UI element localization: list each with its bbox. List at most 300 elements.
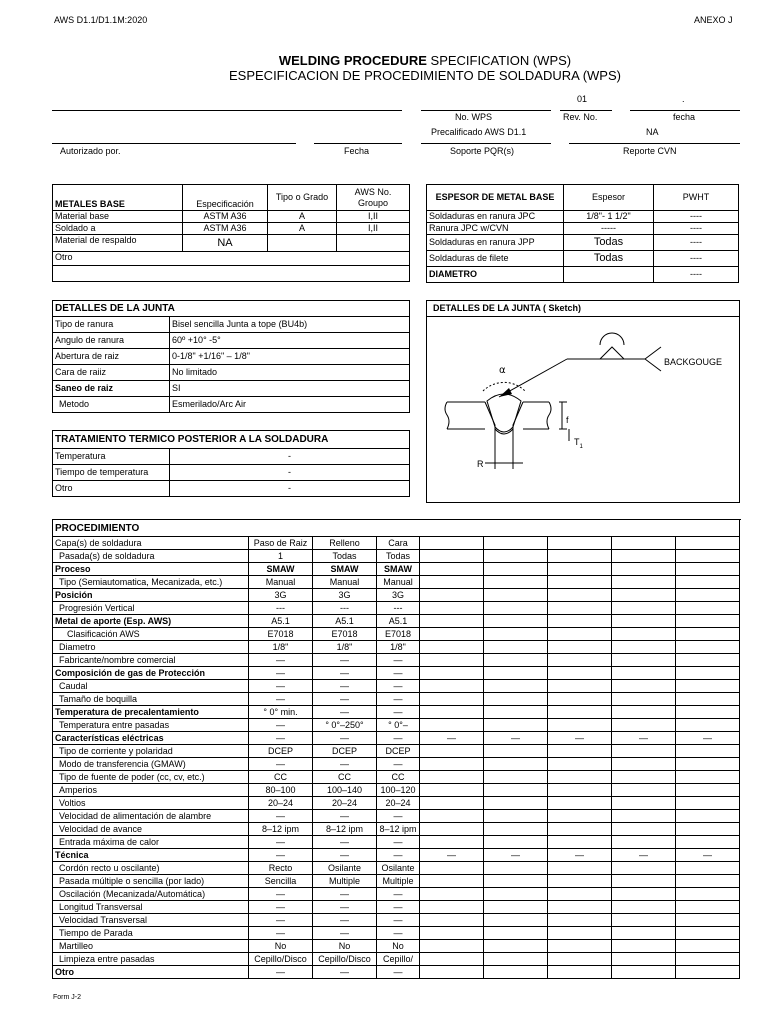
procedure-row: [53, 927, 740, 940]
procedure-row-label: Cordón recto u oscilante): [53, 862, 249, 875]
joint-sketch-box: [426, 300, 740, 503]
procedure-cell: —: [313, 654, 377, 667]
procedure-cell: —: [612, 849, 676, 862]
procedure-cell: 20–24: [313, 797, 377, 810]
procedure-cell: [420, 823, 484, 836]
procedure-row-label: Limpieza entre pasadas: [53, 953, 249, 966]
procedure-row: [53, 771, 740, 784]
procedure-cell: —: [313, 849, 377, 862]
procedure-cell: [612, 966, 676, 979]
procedure-row-label: Modo de transferencia (GMAW): [53, 758, 249, 771]
procedure-cell: —: [249, 836, 313, 849]
form-number: Form J-2: [53, 994, 81, 1001]
procedure-row-label: Temperatura entre pasadas: [53, 719, 249, 732]
procedure-row: [53, 940, 740, 953]
procedure-cell: [548, 680, 612, 693]
joint-row-label: Saneo de raiz: [53, 381, 170, 397]
autorizado-line: [52, 143, 296, 144]
procedure-cell: [548, 810, 612, 823]
procedure-cell: [612, 888, 676, 901]
procedure-cell: —: [377, 849, 420, 862]
procedure-cell: [548, 550, 612, 563]
procedure-cell: —: [313, 667, 377, 680]
procedure-cell: [676, 823, 740, 836]
procedure-cell: Todas: [377, 550, 420, 563]
procedure-cell: —: [313, 901, 377, 914]
procedure-cell: —: [249, 914, 313, 927]
procedure-cell: [548, 771, 612, 784]
fecha2-line: [314, 143, 402, 144]
procedure-cell: [612, 719, 676, 732]
procedure-cell: [548, 758, 612, 771]
procedure-row-label: Proceso: [53, 563, 249, 576]
procedure-cell: —: [313, 732, 377, 745]
procedure-cell: [420, 953, 484, 966]
thickness-row-label: Ranura JPC w/CVN: [427, 223, 564, 235]
procedure-cell: [484, 784, 548, 797]
procedure-row-label: Capa(s) de soldadura: [53, 537, 249, 550]
soporte-label: Soporte PQR(s): [450, 146, 515, 156]
procedure-cell: E7018: [377, 628, 420, 641]
procedure-row: [53, 888, 740, 901]
procedure-cell: —: [313, 927, 377, 940]
procedure-cell: —: [377, 901, 420, 914]
backing-spec: NA: [183, 235, 268, 252]
diametro-value: [564, 267, 654, 283]
standard-code: AWS D1.1/D1.1M:2020: [54, 15, 148, 25]
procedure-cell: [676, 628, 740, 641]
procedure-cell: —: [377, 836, 420, 849]
procedure-cell: [676, 589, 740, 602]
angle-arc: [483, 382, 525, 391]
procedure-cell: CC: [313, 771, 377, 784]
thickness-header: ESPESOR DE METAL BASE: [427, 185, 564, 211]
thickness-row-value: 1/8"- 1 1/2": [564, 211, 654, 223]
procedure-cell: —: [377, 706, 420, 719]
procedure-cell: SMAW: [377, 563, 420, 576]
procedure-row: [53, 576, 740, 589]
procedure-cell: [548, 667, 612, 680]
procedure-row: [53, 706, 740, 719]
procedure-cell: [484, 537, 548, 550]
procedure-row-label: Tiempo de Parada: [53, 927, 249, 940]
procedure-cell: [548, 823, 612, 836]
r-label: R: [477, 459, 484, 469]
procedure-cell: Cara: [377, 537, 420, 550]
procedure-cell: —: [249, 966, 313, 979]
procedure-cell: [420, 576, 484, 589]
procedure-cell: [548, 641, 612, 654]
base-metals-table: [52, 184, 410, 282]
procedure-row: [53, 667, 740, 680]
blank-line: [52, 110, 402, 111]
procedure-row-label: Fabricante/nombre comercial: [53, 654, 249, 667]
procedure-row: [53, 875, 740, 888]
reporte-label: Reporte CVN: [623, 146, 677, 156]
procedure-cell: —: [313, 758, 377, 771]
procedure-row-label: Oscilación (Mecanizada/Automática): [53, 888, 249, 901]
procedure-cell: [484, 940, 548, 953]
procedure-cell: —: [420, 732, 484, 745]
procedure-row: [53, 732, 740, 745]
procedure-cell: [484, 875, 548, 888]
joint-details-title: DETALLES DE LA JUNTA: [53, 301, 410, 317]
procedure-cell: [484, 589, 548, 602]
procedure-cell: Todas: [313, 550, 377, 563]
procedure-cell: 1/8": [313, 641, 377, 654]
procedure-cell: —: [249, 758, 313, 771]
pwht-row-label: Tiempo de temperatura: [53, 465, 170, 481]
procedure-cell: 3G: [313, 589, 377, 602]
procedure-cell: [548, 966, 612, 979]
procedure-cell: [676, 615, 740, 628]
procedure-cell: —: [676, 732, 740, 745]
procedure-cell: 20–24: [249, 797, 313, 810]
procedure-cell: [676, 693, 740, 706]
procedure-cell: [612, 745, 676, 758]
procedure-row: [53, 758, 740, 771]
procedure-cell: —: [377, 667, 420, 680]
soporte-line: [421, 143, 551, 144]
procedure-cell: [420, 901, 484, 914]
procedure-cell: [676, 927, 740, 940]
procedure-cell: —: [377, 966, 420, 979]
joint-row-label: Tipo de ranura: [53, 317, 170, 333]
procedure-cell: [548, 615, 612, 628]
procedure-row-label: Amperios: [53, 784, 249, 797]
procedure-cell: [612, 693, 676, 706]
fecha2-label: Fecha: [344, 146, 370, 156]
procedure-row-label: Clasificación AWS: [53, 628, 249, 641]
procedure-cell: ° 0°–250°: [313, 719, 377, 732]
thickness-row-label: Soldaduras en ranura JPC: [427, 211, 564, 223]
procedure-cell: [548, 654, 612, 667]
backgouge-label: BACKGOUGE: [664, 357, 723, 367]
procedure-cell: [548, 797, 612, 810]
thickness-row-value: Todas: [564, 251, 654, 267]
procedure-cell: [612, 550, 676, 563]
procedure-row-label: Martilleo: [53, 940, 249, 953]
procedure-row-label: Temperatura de precalentamiento: [53, 706, 249, 719]
procedure-row: [53, 953, 740, 966]
procedure-cell: [612, 654, 676, 667]
procedure-row: [53, 849, 740, 862]
welded-to-group: I,II: [337, 223, 410, 235]
procedure-row-label: Otro: [53, 966, 249, 979]
procedure-cell: [420, 888, 484, 901]
procedure-cell: [420, 719, 484, 732]
procedure-cell: [548, 862, 612, 875]
procedure-cell: [484, 836, 548, 849]
procedure-row: [53, 654, 740, 667]
procedure-cell: [548, 914, 612, 927]
procedure-cell: —: [249, 810, 313, 823]
procedure-cell: [548, 953, 612, 966]
procedure-cell: 8–12 ipm: [377, 823, 420, 836]
procedure-cell: [676, 550, 740, 563]
procedure-cell: [676, 966, 740, 979]
base-material-spec: ASTM A36: [183, 211, 268, 223]
procedure-cell: [484, 719, 548, 732]
procedure-cell: —: [249, 927, 313, 940]
procedure-cell: —: [249, 719, 313, 732]
procedure-cell: [676, 771, 740, 784]
procedure-cell: —: [313, 680, 377, 693]
procedure-cell: [484, 628, 548, 641]
thickness-table: [426, 184, 739, 283]
backing-group: [337, 235, 410, 252]
procedure-cell: 1/8": [249, 641, 313, 654]
joint-sketch-drawing: [427, 317, 739, 502]
procedure-cell: [420, 862, 484, 875]
procedure-cell: [484, 615, 548, 628]
thickness-row-label: Soldaduras de filete: [427, 251, 564, 267]
joint-details-table: [52, 300, 410, 413]
arrow-head: [499, 388, 512, 397]
procedure-cell: [484, 550, 548, 563]
procedure-row: [53, 550, 740, 563]
procedure-cell: [612, 758, 676, 771]
pwht-header: PWHT: [654, 185, 739, 211]
welded-to-spec: ASTM A36: [183, 223, 268, 235]
procedure-cell: SMAW: [313, 563, 377, 576]
weld-bead: [487, 394, 521, 432]
thickness-row-pwht: ----: [654, 223, 739, 235]
procedure-cell: [548, 706, 612, 719]
procedure-cell: [484, 901, 548, 914]
procedure-cell: [420, 810, 484, 823]
procedure-cell: 8–12 ipm: [249, 823, 313, 836]
fecha-line: [630, 110, 740, 111]
group-header: AWS No. Groupo: [337, 185, 410, 211]
base-metals-header: METALES BASE: [53, 185, 183, 211]
procedure-cell: [484, 862, 548, 875]
procedure-cell: [548, 901, 612, 914]
procedure-cell: Cepillo/: [377, 953, 420, 966]
procedure-cell: [420, 628, 484, 641]
procedure-cell: [676, 602, 740, 615]
procedure-cell: —: [377, 732, 420, 745]
procedure-row-label: Tipo de fuente de poder (cc, cv, etc.): [53, 771, 249, 784]
procedure-row: [53, 784, 740, 797]
procedure-cell: [548, 563, 612, 576]
sketch-title: DETALLES DE LA JUNTA ( Sketch): [427, 301, 739, 317]
procedure-cell: Cepillo/Disco: [313, 953, 377, 966]
procedure-cell: —: [313, 914, 377, 927]
procedure-cell: Relleno: [313, 537, 377, 550]
procedure-cell: [676, 745, 740, 758]
procedure-cell: [612, 784, 676, 797]
procedure-cell: [612, 706, 676, 719]
procedure-cell: [484, 797, 548, 810]
procedure-cell: [420, 914, 484, 927]
procedure-cell: [484, 602, 548, 615]
procedure-cell: No: [377, 940, 420, 953]
pwht-title: TRATAMIENTO TERMICO POSTERIOR A LA SOLDADURA: [53, 431, 410, 449]
procedure-cell: [676, 784, 740, 797]
procedure-cell: [548, 693, 612, 706]
precalificado-label: Precalificado AWS D1.1: [431, 127, 527, 137]
procedure-cell: A5.1: [377, 615, 420, 628]
procedure-cell: [420, 563, 484, 576]
procedure-row-label: Pasada(s) de soldadura: [53, 550, 249, 563]
procedure-cell: —: [249, 693, 313, 706]
procedure-cell: [676, 719, 740, 732]
procedure-row: [53, 797, 740, 810]
diametro-label: DIAMETRO: [427, 267, 564, 283]
backing-label: Material de respaldo: [53, 235, 183, 252]
procedure-row: [53, 641, 740, 654]
procedure-cell: [484, 927, 548, 940]
procedure-cell: [612, 823, 676, 836]
procedure-row-label: Caudal: [53, 680, 249, 693]
procedure-cell: [420, 641, 484, 654]
procedure-cell: [548, 888, 612, 901]
procedure-cell: Multiple: [313, 875, 377, 888]
base-material-group: I,II: [337, 211, 410, 223]
procedure-cell: —: [249, 901, 313, 914]
procedure-row-label: Voltios: [53, 797, 249, 810]
procedure-row-label: Técnica: [53, 849, 249, 862]
procedure-row: [53, 602, 740, 615]
procedure-cell: [676, 862, 740, 875]
backing-grade: [268, 235, 337, 252]
wps-no-line: [421, 110, 551, 111]
procedure-cell: [548, 875, 612, 888]
pwht-row-label: Otro: [53, 481, 170, 497]
f-label: f: [566, 415, 569, 425]
rev-no-line: [560, 110, 612, 111]
procedure-cell: DCEP: [249, 745, 313, 758]
pwht-row-value: -: [170, 465, 410, 481]
procedure-cell: —: [612, 732, 676, 745]
reporte-line: [569, 143, 740, 144]
joint-row-label: Abertura de raiz: [53, 349, 170, 365]
procedure-cell: [548, 784, 612, 797]
procedure-row-label: Longitud Transversal: [53, 901, 249, 914]
procedure-cell: [548, 745, 612, 758]
procedure-row: [53, 719, 740, 732]
procedure-row: [53, 914, 740, 927]
procedure-cell: [484, 771, 548, 784]
wps-number: 01: [577, 94, 588, 104]
procedure-cell: E7018: [313, 628, 377, 641]
procedure-cell: 1: [249, 550, 313, 563]
procedure-row-label: Diametro: [53, 641, 249, 654]
procedure-cell: ---: [377, 602, 420, 615]
procedure-cell: —: [484, 732, 548, 745]
procedure-cell: [484, 680, 548, 693]
procedure-row: [53, 615, 740, 628]
procedure-rows: [53, 537, 740, 979]
procedure-cell: 100–140: [313, 784, 377, 797]
procedure-cell: [420, 654, 484, 667]
procedure-cell: SMAW: [249, 563, 313, 576]
procedure-cell: [548, 927, 612, 940]
procedure-cell: 3G: [249, 589, 313, 602]
procedure-cell: No: [249, 940, 313, 953]
procedure-cell: [548, 576, 612, 589]
plate-edges: [447, 402, 549, 429]
procedure-cell: [612, 589, 676, 602]
base-material-label: Material base: [53, 211, 183, 223]
procedure-cell: [484, 966, 548, 979]
procedure-cell: [484, 914, 548, 927]
procedure-row-label: Metal de aporte (Esp. AWS): [53, 615, 249, 628]
procedure-cell: [676, 810, 740, 823]
procedure-cell: [612, 940, 676, 953]
procedure-cell: [484, 823, 548, 836]
joint-row-label: Angulo de ranura: [53, 333, 170, 349]
procedure-cell: [484, 576, 548, 589]
pwht-row-value: -: [170, 481, 410, 497]
procedure-cell: [420, 966, 484, 979]
procedure-cell: [484, 641, 548, 654]
procedure-cell: ° 0° min.: [249, 706, 313, 719]
joint-row-value: 0-1/8" +1/16" – 1/8": [170, 349, 410, 365]
procedure-cell: [548, 836, 612, 849]
procedure-cell: [420, 537, 484, 550]
procedure-cell: [420, 927, 484, 940]
thickness-row-value: -----: [564, 223, 654, 235]
procedure-cell: 8–12 ipm: [313, 823, 377, 836]
procedure-row: [53, 563, 740, 576]
procedure-cell: [676, 706, 740, 719]
procedure-cell: [612, 927, 676, 940]
procedure-cell: [484, 693, 548, 706]
procedure-cell: [420, 758, 484, 771]
procedure-cell: A5.1: [313, 615, 377, 628]
bevel-symbol: [600, 347, 624, 359]
joint-row-value: Bisel sencilla Junta a tope (BU4b): [170, 317, 410, 333]
procedure-row-label: Composición de gas de Protección: [53, 667, 249, 680]
procedure-cell: [612, 771, 676, 784]
procedure-cell: —: [249, 732, 313, 745]
procedure-cell: —: [377, 888, 420, 901]
procedure-row: [53, 901, 740, 914]
joint-row-value: SI: [170, 381, 410, 397]
autorizado-label: Autorizado por.: [60, 146, 121, 156]
procedure-cell: [676, 953, 740, 966]
procedure-cell: [676, 797, 740, 810]
procedure-row-label: Tamaño de boquilla: [53, 693, 249, 706]
procedure-cell: [484, 563, 548, 576]
procedure-cell: [676, 667, 740, 680]
procedure-row: [53, 862, 740, 875]
diametro-pwht: ----: [654, 267, 739, 283]
procedure-cell: [612, 810, 676, 823]
procedure-row: [53, 745, 740, 758]
procedure-cell: —: [377, 758, 420, 771]
blank-row: [53, 266, 410, 282]
procedure-cell: —: [249, 654, 313, 667]
t1-label: $T_1$: [574, 437, 583, 450]
procedure-cell: [548, 537, 612, 550]
title-line1: WELDING PROCEDURE SPECIFICATION (WPS): [278, 53, 572, 68]
procedure-cell: [420, 680, 484, 693]
pwht-row-label: Temperatura: [53, 449, 170, 465]
procedure-cell: [676, 914, 740, 927]
procedure-cell: Manual: [377, 576, 420, 589]
procedure-row: [53, 680, 740, 693]
procedure-cell: [612, 875, 676, 888]
procedure-cell: [484, 810, 548, 823]
procedure-cell: —: [377, 810, 420, 823]
procedure-cell: [612, 680, 676, 693]
procedure-cell: [612, 576, 676, 589]
left-break: [445, 402, 449, 429]
procedure-row-label: Entrada máxima de calor: [53, 836, 249, 849]
